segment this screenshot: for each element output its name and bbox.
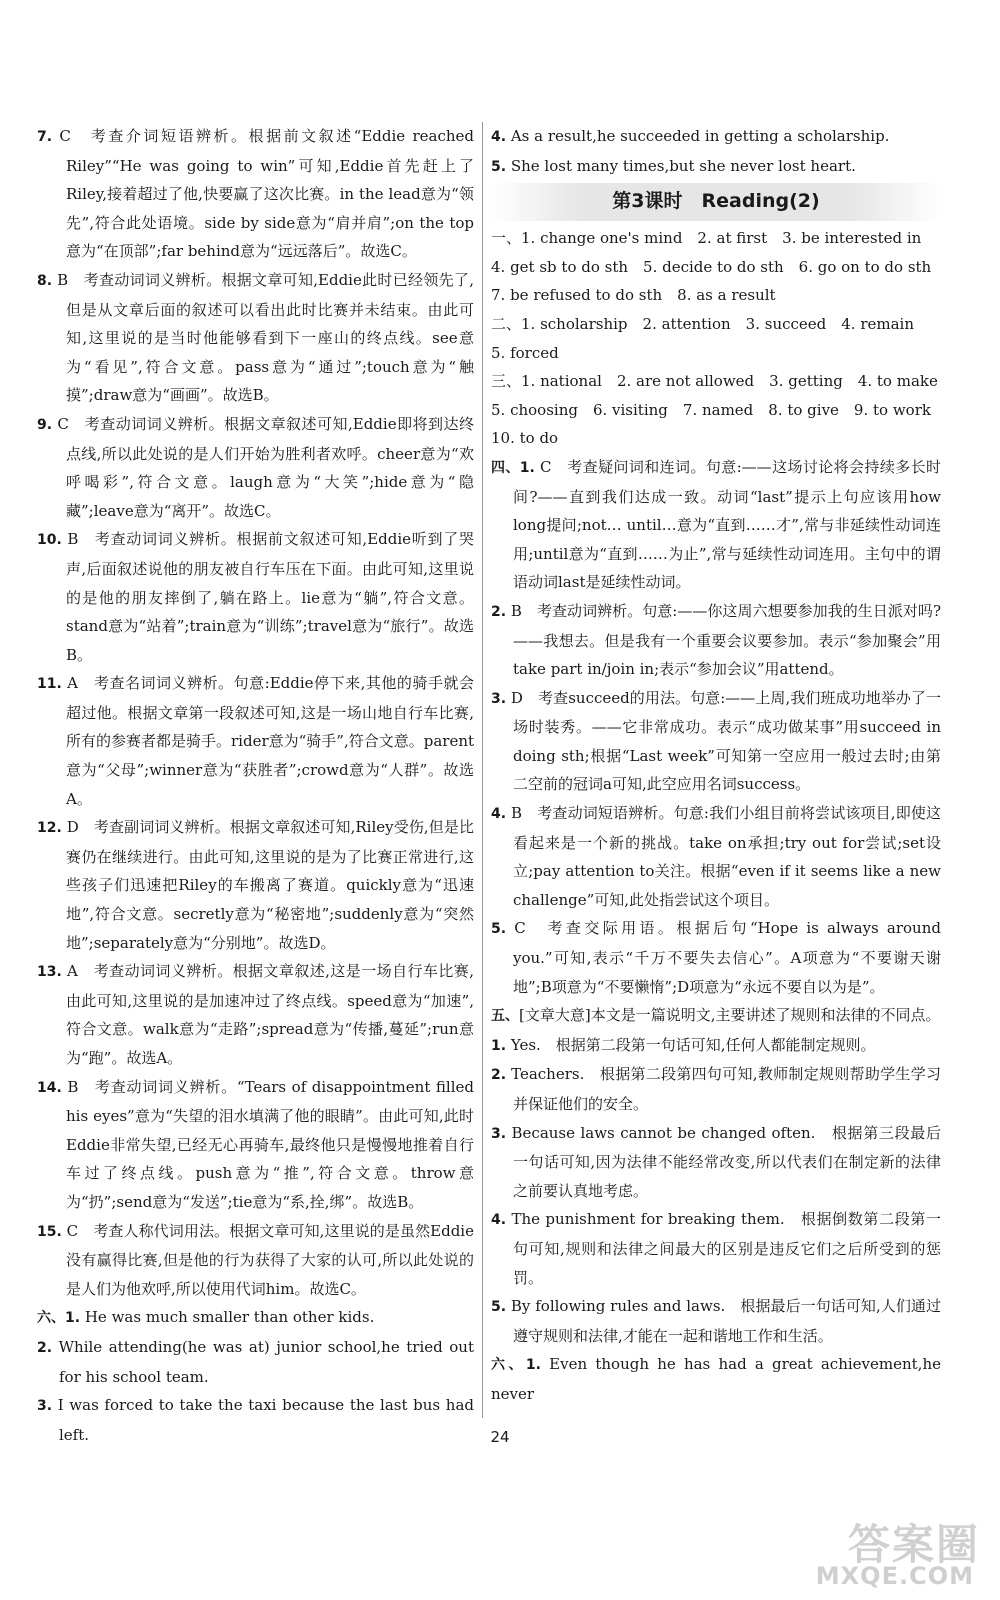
item-number: 8. [37, 272, 53, 289]
item-text: C 考查介词短语辨析。根据前文叙述“Eddie reached Riley”“He was going to win”可知,Eddie首先赶上了Riley,接着超过了他,快要赢了这次比赛。in the lead意为“领先”,符合此处语境。side by side意为“肩并肩”;on the top意为“在顶部”;far behind意为“远远落后”。故选C。 [59, 127, 474, 261]
item-number: 六、1. [37, 1310, 81, 1327]
item-number: 5. [491, 158, 507, 175]
item-number: 10. [37, 532, 62, 549]
item-text: Because laws cannot be changed often. 根据第三段最后一句话可知,因为法律不能经常改变,所以代表们在制定新的法律之前要认真地考虑。 [511, 1123, 941, 1200]
translation-item [37, 1303, 474, 1333]
section-title-banner [491, 183, 941, 221]
item-number: 2. [37, 1339, 53, 1356]
item-text: A 考查动词词义辨析。根据文章叙述,这是一场自行车比赛,由此可知,这里说的是加速冲过了终点线。speed意为“加速”,符合文意。walk意为“走路”;spread意为“传播,蔓延”;run意为“跑”。故选A。 [66, 962, 474, 1067]
watermark-logo [780, 1512, 980, 1592]
watermark-text-top: 答案圈 [847, 1520, 980, 1569]
right-column [491, 122, 941, 1409]
answer-item [37, 410, 474, 525]
answer-line: 三、1. national 2. are not allowed 3. getting 4. to make [491, 372, 938, 391]
item-number: 2. [491, 603, 507, 620]
answer-item [37, 1073, 474, 1217]
item-text: B 考查动词辨析。句意:——你这周六想要参加我的生日派对吗?——我想去。但是我有一个重要会议要参加。表示“参加聚会”用take part in/join in;表示“参加会议”用attend。 [510, 601, 941, 679]
item-number: 12. [37, 820, 62, 837]
item-number: 2. [491, 1067, 507, 1084]
item-text: D 考查succeed的用法。句意:——上周,我们班成功地举办了一场时装秀。——它非常成功。表示“成功做某事”用succeed in doing sth;根据“Last week”可知第一空应用一般过去时;由第二空前的冠词a可知,此空应用名词success。 [510, 688, 941, 794]
item-text: I was forced to take the taxi because the last bus had left. [57, 1396, 474, 1444]
item-text: Yes. 根据第二段第一句话可知,任何人都能制定规则。 [510, 1035, 876, 1054]
answer-item [491, 799, 941, 914]
translation-item [491, 152, 941, 182]
item-number: 3. [37, 1398, 53, 1415]
item-number: 5. [491, 921, 507, 938]
answer-line: 7. be refused to do sth 8. as a result [491, 286, 776, 305]
item-text: C 考查交际用语。根据后句“Hope is always around you.”可知,表示“千万不要失去信心”。A项意为“不要谢天谢地”;B项意为“不要懒惰”;D项意为“永远不要自以为是”。 [513, 919, 941, 996]
answer-item [491, 1119, 941, 1206]
item-number: 7. [37, 129, 53, 145]
page-number: 24 [490, 1428, 510, 1446]
left-column [37, 122, 474, 1449]
item-text: A 考查名词词义辨析。句意:Eddie停下来,其他的骑手就会超过他。根据文章第一段叙述可知,这是一场山地自行车比赛,所有的参赛者都是骑手。rider意为“骑手”,符合文意。parent意为“父母”;winner意为“获胜者”;crowd意为“人群”。故选A。 [66, 674, 475, 808]
section-title: 第3课时 Reading(2) [612, 190, 820, 213]
item-number: 11. [37, 676, 62, 693]
item-text: The punishment for breaking them. 根据倒数第二段第一句可知,规则和法律之间最大的区别是违反它们之后所受到的惩罚。 [511, 1210, 941, 1287]
translation-item [491, 1350, 941, 1408]
answer-item [491, 1205, 941, 1292]
item-number: 五、 [491, 1008, 519, 1025]
answer-item [37, 1217, 474, 1304]
item-number: 4. [491, 129, 507, 145]
item-text: While attending(he was at) junior school,he tried out for his school team. [58, 1337, 474, 1386]
item-text: He was much smaller than other kids. [84, 1308, 375, 1327]
item-number: 3. [491, 690, 507, 707]
answer-line: 一、1. change one's mind 2. at first 3. be interested in [491, 229, 922, 248]
answer-line: 5. choosing 6. visiting 7. named 8. to give 9. to work [491, 400, 931, 419]
item-number: 1. [491, 1037, 507, 1054]
item-text: B 考查动词词义辨析。根据文章可知,Eddie此时已经领先了,但是从文章后面的叙述可以看出此时比赛并未结束。由此可知,这里说的是当时他能够看到下一座山的终点线。see意为“看见”,符合文意。pass意为“通过”;touch意为“触摸”;draw意为“画画”。故选B。 [57, 270, 474, 405]
translation-item [491, 122, 941, 152]
answer-item [491, 1060, 941, 1118]
answer-item [37, 669, 474, 813]
item-text: B 考查动词短语辨析。句意:我们小组目前将尝试该项目,即使这看起来是一个新的挑战。take on承担;try out for尝试;set设立;pay attention to关注。根据“even if it seems like a new challenge”可知,此处指尝试这个项目。 [510, 804, 941, 909]
item-number: 14. [37, 1079, 62, 1096]
watermark-text-bottom: MXQE.COM [815, 1562, 974, 1590]
answer-item [491, 914, 941, 1001]
item-number: 5. [491, 1299, 507, 1316]
item-text: Even though he has had a great achievement,he never [491, 1355, 941, 1403]
answer-item [37, 122, 474, 266]
item-number: 3. [491, 1125, 507, 1142]
item-text: B 考查动词词义辨析。“Tears of disappointment filled his eyes”意为“失望的泪水填满了他的眼睛”。由此可知,此时Eddie非常失望,已经无心再骑车,最终他只是慢慢地推着自行车过了终点线。push意为“推”,符合文意。throw意为“扔”;send意为“发送”;tie意为“系,拴,绑”。故选B。 [66, 1077, 474, 1211]
answer-line: 10. to do [491, 429, 559, 448]
answer-item [491, 453, 941, 597]
item-text: [文章大意]本文是一篇说明文,主要讲述了规则和法律的不同点。 [519, 1006, 941, 1025]
item-number: 15. [37, 1223, 62, 1240]
answer-item [37, 266, 474, 410]
passage-summary [491, 1001, 941, 1031]
answer-item [491, 684, 941, 799]
answer-item [37, 957, 474, 1072]
item-number: 四、1. [491, 459, 535, 476]
answer-item [491, 1031, 941, 1061]
item-number: 9. [37, 416, 53, 433]
answer-line: 4. get sb to do sth 5. decide to do sth 6. go on to do sth [491, 257, 932, 276]
answer-item [37, 813, 474, 957]
item-number: 13. [37, 964, 62, 981]
item-text: As a result,he succeeded in getting a scholarship. [510, 127, 890, 145]
translation-item [37, 1333, 474, 1391]
item-number: 4. [491, 1212, 507, 1229]
column-divider [482, 122, 483, 1418]
answer-line: 5. forced [491, 343, 559, 362]
item-text: She lost many times,but she never lost heart. [510, 156, 856, 175]
item-number: 六、1. [491, 1357, 541, 1374]
item-number: 4. [491, 806, 507, 823]
item-text: C 考查疑问词和连词。句意:——这场讨论将会持续多长时间?——直到我们达成一致。动词“last”提示上句应该用how long提问;not… until…意为“直到……才”,常与非延续性动词连用;until意为“直到……为止”,常与延续性动词连用。主句中的谓语动词last是延续性动词。 [513, 457, 941, 592]
item-text: C 考查人称代词用法。根据文章可知,这里说的是虽然Eddie没有赢得比赛,但是他的行为获得了大家的认可,所以此处说的是人们为他欢呼,所以使用代词him。故选C。 [66, 1221, 474, 1298]
answer-line: 二、1. scholarship 2. attention 3. succeed 4. remain [491, 314, 915, 333]
answer-item [491, 597, 941, 684]
item-text: D 考查副词词义辨析。根据文章叙述可知,Riley受伤,但是比赛仍在继续进行。由此可知,这里说的是为了比赛正常进行,这些孩子们迅速把Riley的车搬离了赛道。quickly意为“迅速地”,符合文意。secretly意为“秘密地”;suddenly意为“突然地”;separately意为“分别地”。故选D。 [66, 818, 474, 952]
answer-item [37, 525, 474, 669]
item-text: B 考查动词词义辨析。根据前文叙述可知,Eddie听到了哭声,后面叙述说他的朋友被自行车压在下面。由此可知,这里说的是他的朋友摔倒了,躺在路上。lie意为“躺”,符合文意。stand意为“站着”;train意为“训练”;travel意为“旅行”。故选B。 [66, 530, 474, 664]
item-text: C 考查动词词义辨析。根据文章叙述可知,Eddie即将到达终点线,所以此处说的是人们开始为胜利者欢呼。cheer意为“欢呼喝彩”,符合文意。laugh意为“大笑”;hide意为“隐藏”;leave意为“离开”。故选C。 [57, 414, 474, 520]
item-text: By following rules and laws. 根据最后一句话可知,人们通过遵守规则和法律,才能在一起和谐地工作和生活。 [510, 1297, 941, 1345]
answer-item [491, 1292, 941, 1350]
item-text: Teachers. 根据第二段第四句可知,教师制定规则帮助学生学习并保证他们的安全。 [511, 1065, 941, 1113]
